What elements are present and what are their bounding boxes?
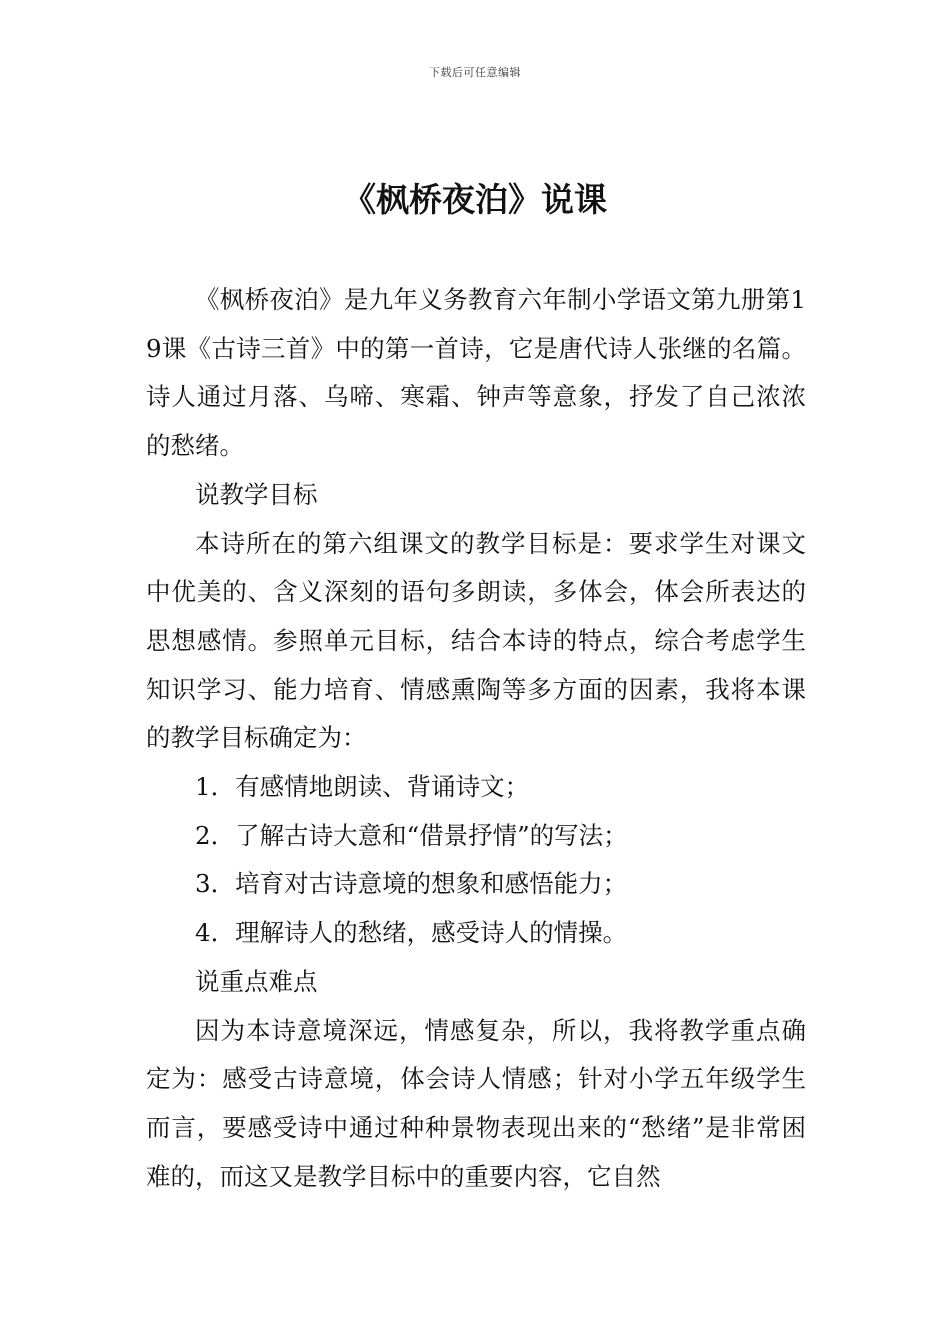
key-points-paragraph: 因为本诗意境深远，情感复杂，所以，我将教学重点确定为：感受古诗意境，体会诗人情感；针对小学五年级学生而言，要感受诗中通过种种景物表现出来的“愁绪”是非常困难的，而这又是教学目标中的重要内容，它自然: [146, 1015, 806, 1191]
section-heading-key-points: 说重点难点: [195, 966, 318, 996]
section-heading-objectives: 说教学目标: [195, 479, 318, 509]
objective-item-3: 3．培育对古诗意境的想象和感悟能力；: [195, 869, 628, 899]
objective-item-1: 1．有感情地朗读、背诵诗文；: [195, 772, 530, 802]
document-title: 《枫桥夜泊》说课: [343, 180, 607, 219]
objective-item-2: 2．了解古诗大意和“借景抒情”的写法；: [195, 820, 628, 850]
document-body: [146, 276, 806, 1201]
objectives-paragraph: 本诗所在的第六组课文的教学目标是：要求学生对课文中优美的、含义深刻的语句多朗读，多体会，体会所表达的思想感情。参照单元目标，结合本诗的特点，综合考虑学生知识学习、能力培育、情感熏陶等多方面的因素，我将本课的教学目标确定为：: [146, 528, 806, 753]
objective-item-4: 4．理解诗人的愁绪，感受诗人的情操。: [195, 918, 628, 948]
page-header-note: 下载后可任意编辑: [429, 66, 521, 79]
intro-paragraph: 《枫桥夜泊》是九年义务教育六年制小学语文第九册第19课《古诗三首》中的第一首诗，它是唐代诗人张继的名篇。诗人通过月落、乌啼、寒霜、钟声等意象，抒发了自己浓浓的愁绪。: [146, 285, 806, 461]
